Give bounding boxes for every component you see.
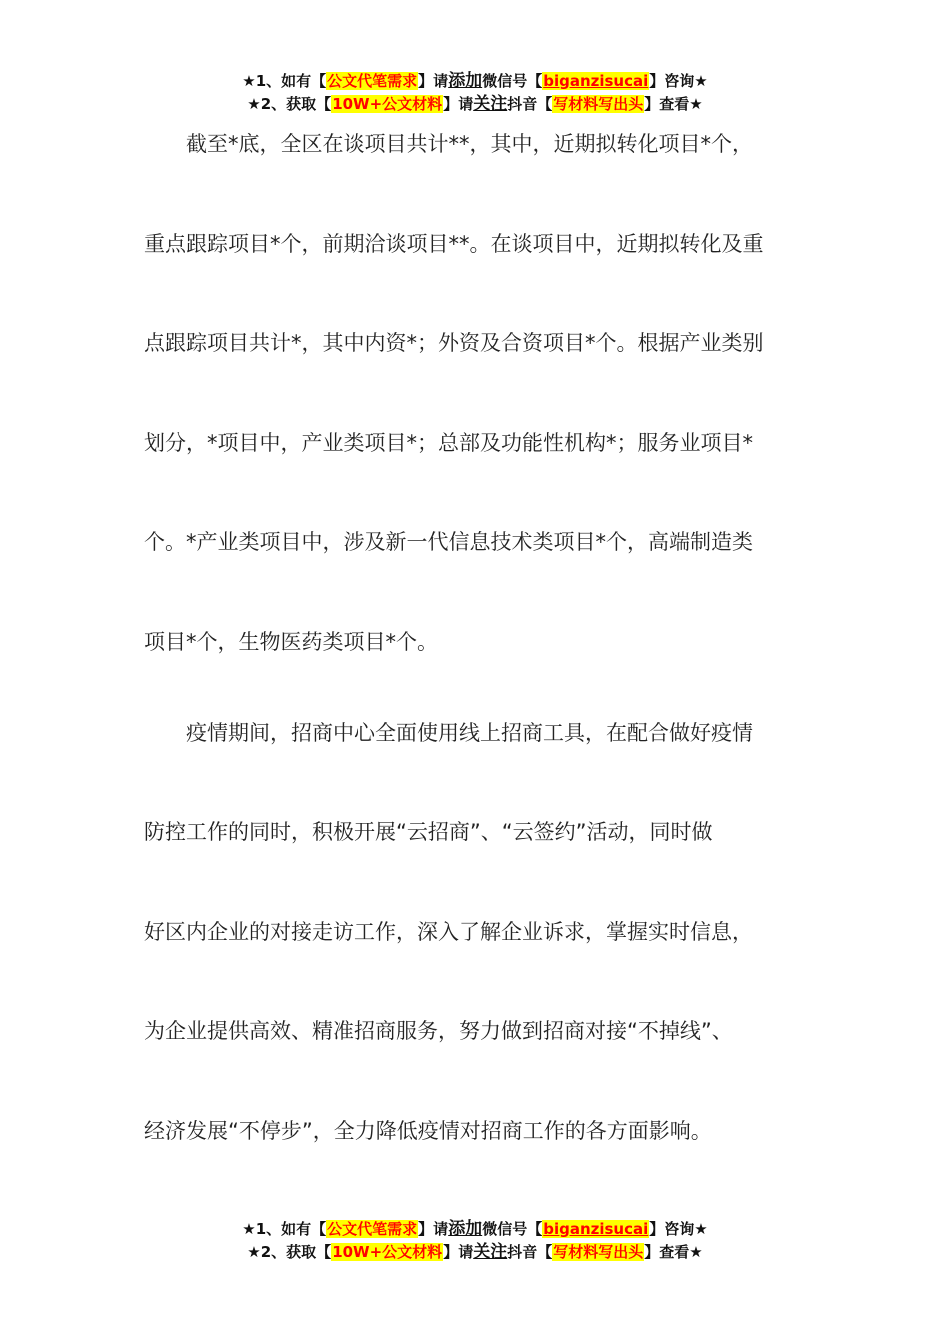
banner-text: 】咨询★ bbox=[649, 72, 708, 90]
banner-text: 】请 bbox=[443, 95, 474, 113]
banner-text: 】请 bbox=[443, 1243, 474, 1261]
body-line: 划分，*项目中，产业类项目*；总部及功能性机构*；服务业项目* bbox=[144, 431, 753, 455]
banner-text: 抖音【 bbox=[507, 95, 553, 113]
banner-text: 】查看★ bbox=[644, 95, 703, 113]
banner-emphasis: 添加 bbox=[448, 71, 483, 91]
banner-emphasis: 添加 bbox=[448, 1219, 483, 1239]
body-line: 项目*个，生物医药类项目*个。 bbox=[144, 630, 438, 654]
banner-text: 微信号【 bbox=[482, 1220, 543, 1238]
body-line: 重点跟踪项目*个，前期洽谈项目**。在谈项目中，近期拟转化及重 bbox=[144, 232, 764, 256]
banner-text: 】请 bbox=[418, 1220, 449, 1238]
body-line: 点跟踪项目共计*，其中内资*；外资及合资项目*个。根据产业类别 bbox=[144, 331, 764, 355]
banner-highlight: 10W+公文材料 bbox=[332, 95, 443, 113]
banner-line-1 bbox=[0, 1218, 950, 1241]
body-line: 好区内企业的对接走访工作，深入了解企业诉求，掌握实时信息， bbox=[144, 920, 753, 944]
banner-highlight: 10W+公文材料 bbox=[332, 1243, 443, 1261]
banner-text: ★1、如有【 bbox=[242, 1220, 327, 1238]
banner-emphasis: 关注 bbox=[473, 94, 508, 114]
banner-wechat-id: biganzisucai bbox=[543, 1220, 649, 1238]
banner-text: 微信号【 bbox=[482, 72, 543, 90]
body-line: 截至*底，全区在谈项目共计**，其中，近期拟转化项目*个， bbox=[144, 132, 753, 156]
banner-highlight: 写材料写出头 bbox=[553, 95, 644, 113]
banner-text: 抖音【 bbox=[507, 1243, 553, 1261]
banner-highlight: 公文代笔需求 bbox=[327, 72, 418, 90]
body-line: 经济发展“不停步”，全力降低疫情对招商工作的各方面影响。 bbox=[144, 1119, 712, 1143]
banner-line-2 bbox=[0, 93, 950, 116]
body-line: 为企业提供高效、精准招商服务，努力做到招商对接“不掉线”、 bbox=[144, 1019, 733, 1043]
banner-line-2 bbox=[0, 1241, 950, 1264]
body-line: 疫情期间，招商中心全面使用线上招商工具，在配合做好疫情 bbox=[144, 721, 753, 745]
header-banner bbox=[0, 70, 950, 116]
banner-line-1 bbox=[0, 70, 950, 93]
banner-text: 】查看★ bbox=[644, 1243, 703, 1261]
banner-highlight: 写材料写出头 bbox=[553, 1243, 644, 1261]
banner-text: ★2、获取【 bbox=[247, 1243, 332, 1261]
body-line: 防控工作的同时，积极开展“云招商”、“云签约”活动，同时做 bbox=[144, 820, 713, 844]
footer-banner bbox=[0, 1218, 950, 1264]
banner-emphasis: 关注 bbox=[473, 1242, 508, 1262]
banner-text: 】请 bbox=[418, 72, 449, 90]
banner-text: ★2、获取【 bbox=[247, 95, 332, 113]
banner-wechat-id: biganzisucai bbox=[543, 72, 649, 90]
banner-highlight: 公文代笔需求 bbox=[327, 1220, 418, 1238]
banner-text: 】咨询★ bbox=[649, 1220, 708, 1238]
banner-text: ★1、如有【 bbox=[242, 72, 327, 90]
body-line: 个。*产业类项目中，涉及新一代信息技术类项目*个，高端制造类 bbox=[144, 530, 753, 554]
